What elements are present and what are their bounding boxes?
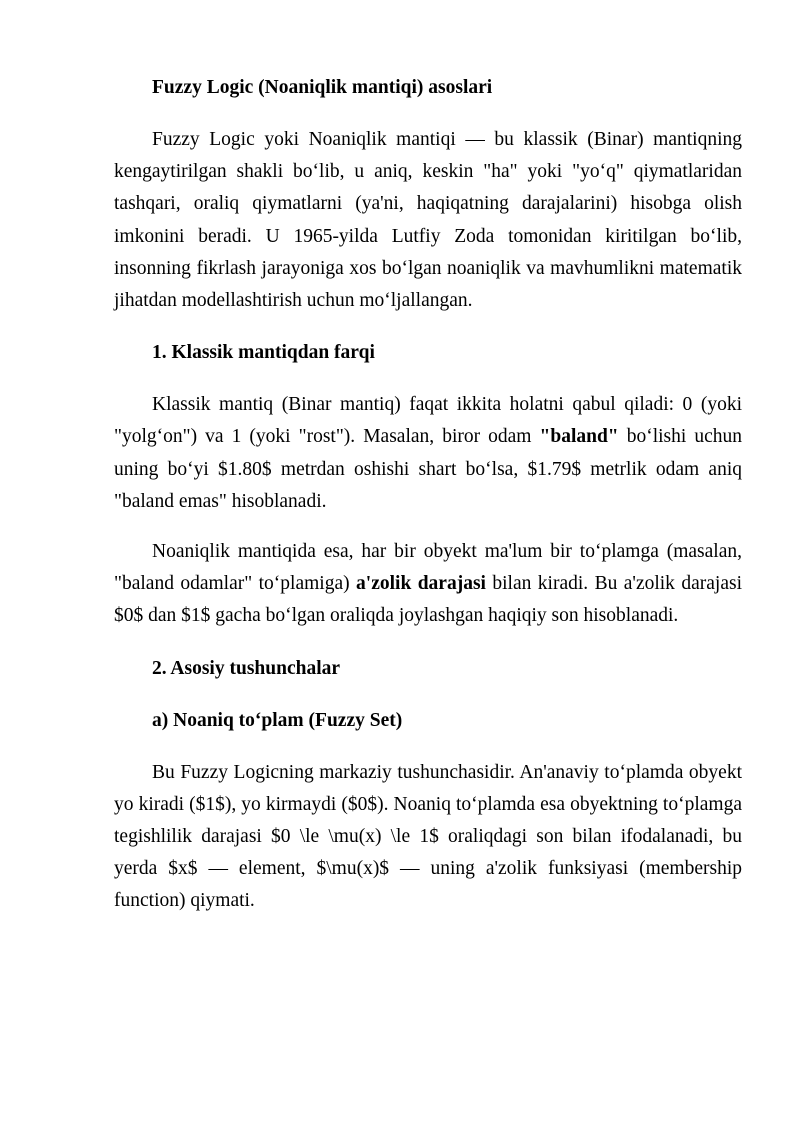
document-title: Fuzzy Logic (Noaniqlik mantiqi) asoslari	[152, 77, 493, 98]
document-page	[114, 72, 742, 918]
section1-p2-text-b: bilan kiradi. Bu a'zolik darajasi $0$ dan $1$ gacha bo‘lgan oraliqda joylashgan haqiqiy son hisoblanadi.	[114, 573, 742, 627]
section1-heading: 1. Klassik mantiqdan farqi	[152, 342, 375, 364]
section1-paragraph-2	[114, 536, 742, 633]
section2-heading: 2. Asosiy tushunchalar	[152, 657, 341, 679]
section1-p1-text-b: bo‘lishi uchun uning bo‘yi $1.80$ metrdan oshishi shart bo‘lsa, $1.79$ metrlik odam aniq "baland emas" hisoblanadi.	[114, 426, 742, 512]
section2-paragraph-1: Bu Fuzzy Logicning markaziy tushunchasidir. An'anaviy to‘plamda obyekt yo kiradi ($1$), yo kirmaydi ($0$). Noaniq to‘plamda esa obyektning to‘plamga tegishlilik darajasi $0 \le \mu(x) \le 1$ oraliqdagi son bilan ifodalanadi, bu yerda $x$ — element, $\mu(x)$ — uning a'zolik funksiyasi (membership function) qiymati.	[114, 761, 742, 912]
intro-paragraph: Fuzzy Logic yoki Noaniqlik mantiqi — bu klassik (Binar) mantiqning kengaytirilgan shakli bo‘lib, u aniq, keskin "ha" yoki "yo‘q" qiymatlaridan tashqari, oraliq qiymatlarni (ya'ni, haqiqatning darajalarini) hisobga olish imkonini beradi. U 1965-yilda Lutfiy Zoda tomonidan kiritilgan bo‘lib, insonning fikrlash jarayoniga xos bo‘lgan noaniqlik va mavhumlikni matematik jihatdan modellashtirish uchun mo‘ljallangan.	[114, 129, 742, 312]
section1-p2-text-a: Noaniqlik mantiqida esa, har bir obyekt ma'lum bir to‘plamga (masalan, "baland odamlar" to‘plamiga)	[114, 541, 742, 595]
section1-paragraph-1	[114, 389, 742, 518]
section2-subheading: a) Noaniq to‘plam (Fuzzy Set)	[152, 709, 403, 731]
section1-p2-bold-term: a'zolik darajasi	[356, 573, 486, 595]
section1-p1-bold-term: "baland"	[539, 426, 619, 448]
section1-p1-text-a: Klassik mantiq (Binar mantiq) faqat ikkita holatni qabul qiladi: 0 (yoki "yolg‘on") va 1 (yoki "rost"). Masalan, biror odam	[114, 394, 742, 448]
